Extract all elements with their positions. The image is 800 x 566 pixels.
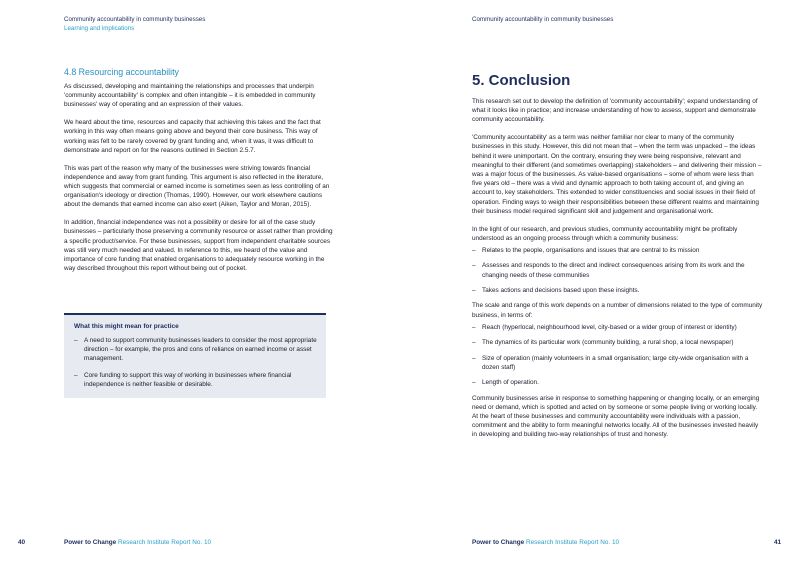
paragraph: In addition, financial independence was not a possibility or desire for all of the case study businesses – particularly those preserving a community resource or asset rather than providing a specific product/service. For these businesses, support from independent charitable sources was still very much needed and valued. In reference to this, we heard of the value and importance of core funding that enabled organisations to adequately resource working in the way described throughout this report without being out of pocket. bbox=[64, 219, 333, 273]
list-item bbox=[472, 286, 764, 295]
list-item-text: Reach (hyperlocal, neighbourhood level, city-based or a wider group of interest or identity) bbox=[482, 323, 737, 331]
dash-bullet: – bbox=[472, 323, 476, 331]
dash-bullet: – bbox=[472, 262, 476, 270]
paragraph: We heard about the time, resources and capacity that achieving this takes and the fact that working in this way often means going above and beyond their core business. This way of working was felt to be rarely covered by grant funding and, when it was, it was difficult to demonstrate and report on for the reasons outlined in Section 2.5.7. bbox=[64, 119, 321, 154]
footer bbox=[64, 539, 211, 546]
dimensions-list bbox=[472, 323, 764, 388]
paragraph: This was part of the reason why many of the businesses were striving towards financial independence and away from grant funding. This argument is also reflected in the literature, which suggests that commercial or earned income is sometimes seen as less controlling of an organisation's ideology or direction (Thomas, 1990). However, our work elsewhere cautions about the demands that earned income can also exert (Aiken, Taylor and Moran, 2015). bbox=[64, 164, 330, 209]
paragraph: This research set out to develop the definition of 'community accountability'; expand understanding of what it looks like in practice; and increase understanding of how to assess, support and demonstrate community accountability. bbox=[472, 98, 758, 124]
practice-box-title: What this might mean for practice bbox=[74, 323, 179, 330]
dash-bullet: – bbox=[472, 247, 476, 255]
list-item-text: Takes actions and decisions based upon these insights. bbox=[482, 287, 640, 295]
list-item-text: The dynamics of its particular work (community building, a rural shop, a local newspaper) bbox=[482, 339, 734, 347]
running-header bbox=[64, 16, 205, 33]
header-title: Community accountability in community businesses bbox=[472, 16, 614, 23]
practice-box bbox=[64, 313, 326, 398]
list-item-text: Core funding to support this way of working in businesses where financial independence is neither feasible or desirable. bbox=[84, 371, 292, 388]
header-title: Community accountability in community businesses bbox=[64, 16, 206, 23]
list-item-text: A need to support community businesses leaders to consider the most appropriate direction – for example, the pros and cons of reliance on earned income or asset management. bbox=[84, 337, 317, 363]
list-item bbox=[74, 336, 318, 364]
paragraph: Community businesses arise in response to something happening or changing locally, or an emerging need or demand, which is spotted and acted on by someone or some people living or working locally. At the heart of these businesses and community accountability were individuals with a passion, commitment and the ability to form meaningful networks locally. All of the businesses invested heavily in developing and building two-way relationships of trust and honesty. bbox=[472, 394, 760, 439]
list-item-text: Relates to the people, organisations and issues that are central to its mission bbox=[482, 247, 700, 255]
dash-bullet: – bbox=[472, 354, 476, 362]
header-subtitle: Learning and implications bbox=[64, 24, 135, 32]
right-page bbox=[400, 0, 800, 566]
list-item-text: Size of operation (mainly volunteers in a small organisation; large city-wide organisation with a dozen staff) bbox=[482, 354, 749, 371]
chapter-title: 5. Conclusion bbox=[472, 72, 571, 89]
practice-list bbox=[74, 336, 318, 396]
body-text bbox=[64, 82, 336, 282]
list-item bbox=[74, 371, 318, 389]
page-number: 40 bbox=[18, 539, 26, 546]
dash-bullet: – bbox=[74, 371, 78, 379]
paragraph: 'Community accountability' as a term was neither familiar nor clear to many of the community businesses in this study. However, this did not mean that – when the term was unpacked – the ideas behind it were unimportant. On the contrary, ensuring they were being responsive, relevant and meaningful to their different (and sometimes overlapping) stakeholders – and delivering their mission – was a major focus of the businesses. As value-based organisations – some of whom were less than five years old – there was a vivid and dynamic approach to both taking account of, and giving an account to, key stakeholders. This extended to wider constituencies and social issues in their field of operation. Finding ways to weigh their responsibilities between these different realms and maintaining their business model required significant skill and judgement and organisational work. bbox=[472, 134, 762, 215]
body-text bbox=[472, 97, 764, 448]
list-item bbox=[472, 246, 764, 255]
footer-report: Research Institute Report No. 10 bbox=[525, 539, 620, 546]
list-item bbox=[472, 378, 764, 387]
page-number: 41 bbox=[774, 539, 782, 546]
paragraph: In the light of our research, and previous studies, community accountability might be profitably understood as an ongoing process through which a community business: bbox=[472, 225, 738, 242]
footer-report: Research Institute Report No. 10 bbox=[117, 539, 212, 546]
process-list bbox=[472, 246, 764, 295]
dash-bullet: – bbox=[74, 337, 78, 344]
list-item bbox=[472, 338, 764, 347]
section-title: 4.8 Resourcing accountability bbox=[64, 67, 179, 77]
paragraph: The scale and range of this work depends on a number of dimensions related to the type of community business, in terms of: bbox=[472, 302, 763, 319]
footer bbox=[472, 539, 619, 546]
list-item bbox=[472, 354, 764, 372]
footer-brand: Power to Change bbox=[472, 539, 525, 546]
footer-brand: Power to Change bbox=[64, 539, 117, 546]
list-item-text: Assesses and responds to the direct and indirect consequences arising from its work and the changing needs of these communities bbox=[482, 262, 745, 279]
running-header bbox=[472, 16, 613, 25]
list-item bbox=[472, 261, 764, 279]
dash-bullet: – bbox=[472, 379, 476, 387]
paragraph: As discussed, developing and maintaining the relationships and processes that underpin 'community accountability' is complex and often intangible – it is embedded in community businesses' way of operating and an expression of their values. bbox=[64, 83, 316, 109]
dash-bullet: – bbox=[472, 287, 476, 295]
list-item bbox=[472, 323, 764, 332]
list-item-text: Length of operation. bbox=[482, 379, 539, 387]
dash-bullet: – bbox=[472, 339, 476, 347]
